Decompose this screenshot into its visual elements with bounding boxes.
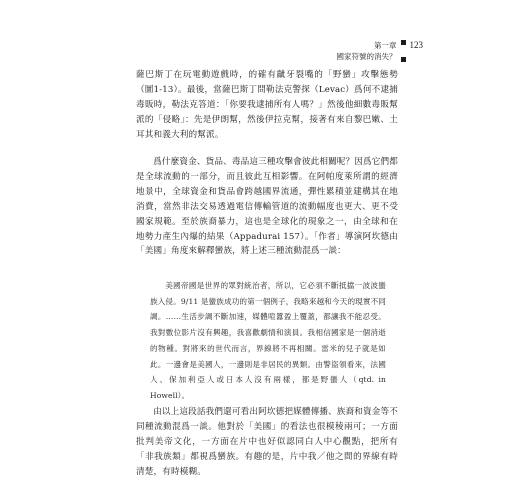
square-mark-icon [401, 57, 406, 62]
running-header-text [337, 40, 397, 62]
square-mark-icon [401, 40, 406, 45]
body-paragraph: 薩巴斯丁在玩電動遊戲時，的確有齜牙裂嘴的「野蠻」攻擊態勢（圖1-13）。最後，當薩巴斯丁問勒法克警探（Levac）爲何不逮捕毒販時，勒法克答道：「你要我逮捕所有人嗎？」然後他細數毒販幫派的「侵略」：先是伊朗幫，然後伊拉克幫，接著有來自黎巴嫩、土耳其和義大利的幫派。 [136, 70, 398, 140]
header-square-marks [401, 40, 407, 62]
paragraph-block [136, 405, 398, 480]
chapter-label: 第一章 [374, 41, 397, 50]
body-paragraph: 由以上這段話我們還可看出阿坎德把媒體傳播、族裔和資金等不同種流動混爲一談。他對於「美國」的看法也很模稜兩可；一方面批判美帝文化，一方面在片中也好似認同白人中心觀點，把所有「非我族類」都視爲蠻族。有趣的是，片中我／他之間的界線有時清楚，有時模糊。 [136, 407, 399, 477]
running-header [337, 40, 424, 62]
paragraph-block [136, 155, 398, 259]
body-paragraph: 爲什麼資金、貨品、毒品這三種攻擊會彼此相關呢？因爲它們都是全球流動的一部分，而且彼此互相影響。在阿帕度萊所謂的經濟地景中，全球資金和貨品會跨越國界流通，彈性累積並建構其在地消費，當然非法交易透過電信傳輸管道的流動幅度也更大、更不受國家規範。至於族裔暴力，這也是全球化的現象之一，由全球和在地勢力產生內爆的結果（Appadurai 157）。「作者」導演阿坎德由「美國」角度來解釋蠻族，將上述三種流動混爲一談： [136, 157, 399, 257]
chapter-title: 國家符號的消失？ [336, 52, 397, 61]
block-quote: 美國帝國是世界的眾對統治者，所以，它必須不斷抵擋一波波蠻族入侵。9/11 是蠻族成功的第一個例子，我略來越和今天的現實不同調。……生活步調不斷加速，媒體喧囂盈上覆蓋，都讓我不能忍受。我對數位影片沒有興趣，我喜歡劇情和演員。我相信國家是一個消逝的物種。對將來的世代而言，界線將不再相關。雷米的兒子就是如此。一邊會是美國人，一邊則是非居民的異類。由警盜領看來，法國人、保加利亞人或日本人沒有兩樣，都是野蠻人（qtd. in Howell）。 [150, 281, 386, 400]
page-number: 123 [409, 40, 423, 50]
paragraph-block [136, 68, 398, 143]
